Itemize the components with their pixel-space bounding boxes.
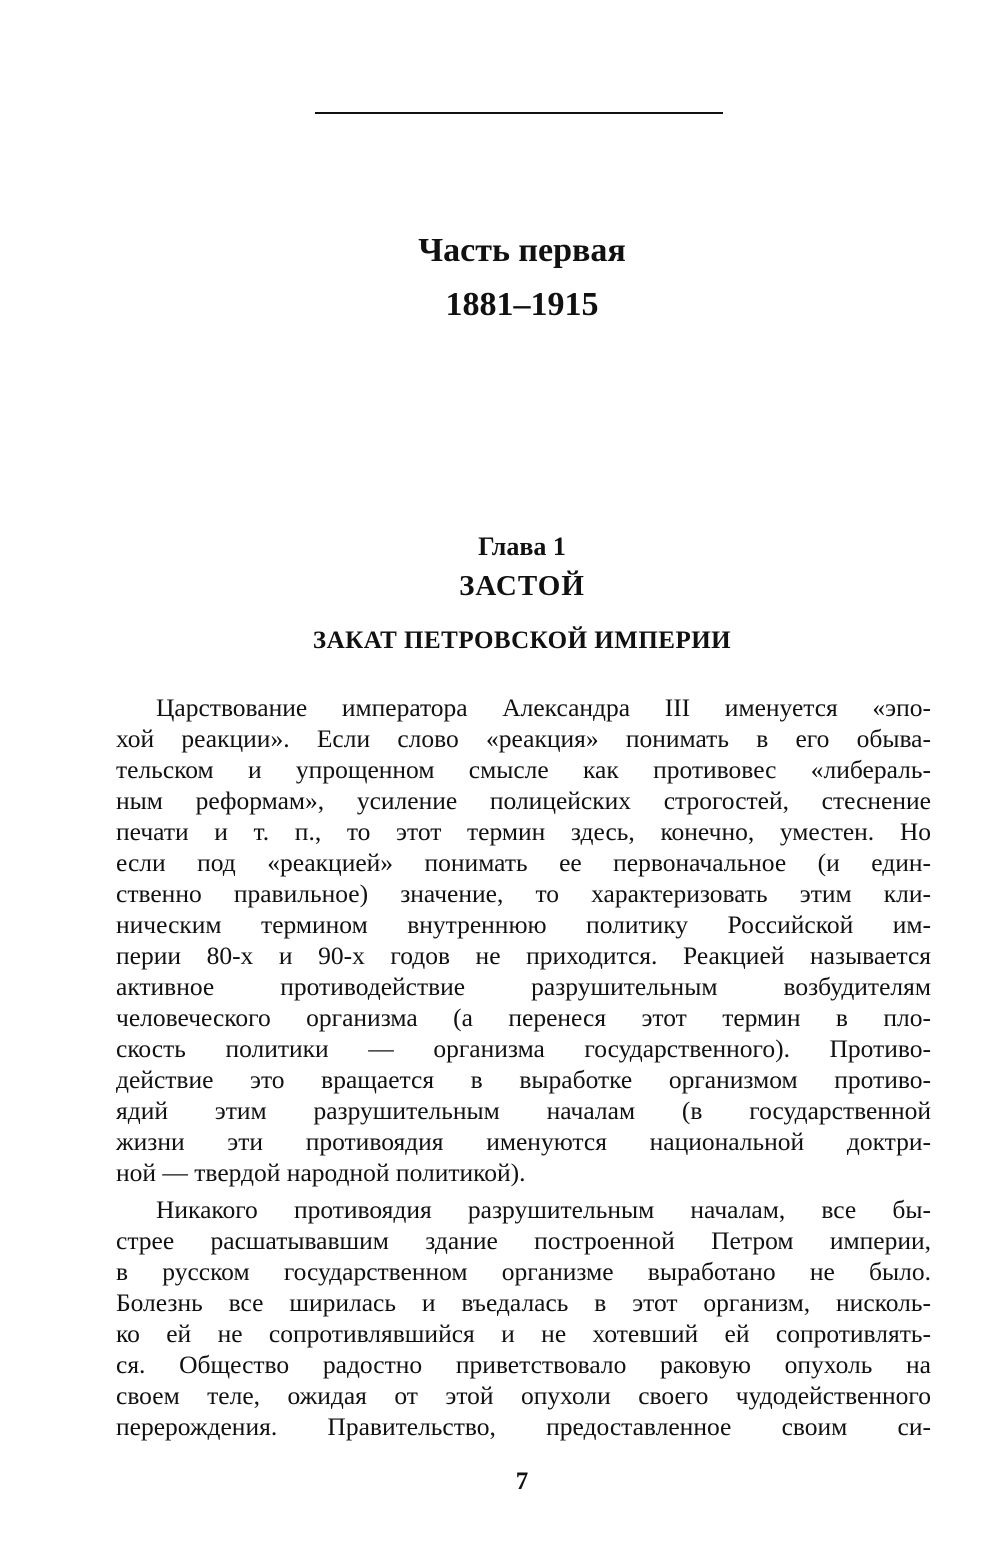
text-line: ся. Общество радостно приветствовало раковую опухоль на <box>116 1350 931 1379</box>
part-years: 1881–1915 <box>445 286 599 323</box>
page-number: 7 <box>515 1468 529 1495</box>
text-line: перерождения. Правительство, предоставленное своим си- <box>116 1412 931 1441</box>
text-line: хой реакции». Если слово «реакция» понимать в его обыва- <box>116 724 931 753</box>
text-line: Болезнь все ширилась и въедалась в этот организм, нисколь- <box>116 1288 931 1317</box>
text-line: активное противодействие разрушительным возбудителям <box>116 972 931 1001</box>
paragraph-2 <box>116 1194 931 1442</box>
text-line: человеческого организма (а перенеся этот термин в пло- <box>116 1003 931 1032</box>
text-line: печати и т. п., то этот термин здесь, конечно, уместен. Но <box>116 817 931 846</box>
text-line: действие это вращается в выработке организмом противо- <box>116 1065 931 1094</box>
text-line: ядий этим разрушительным началам (в государственной <box>116 1096 931 1125</box>
section-title: ЗАКАТ ПЕТРОВСКОЙ ИМПЕРИИ <box>312 627 732 654</box>
text-line: перии 80-х и 90-х годов не приходится. Реакцией называется <box>116 941 931 970</box>
text-line: жизни эти противоядия именуются национальной доктри- <box>116 1127 931 1156</box>
text-line: стрее расшатывавшим здание построенной Петром империи, <box>116 1226 931 1255</box>
text-line: если под «реакцией» понимать ее первоначальное (и един- <box>116 848 931 877</box>
top-rule <box>315 112 723 114</box>
chapter-label: Глава 1 <box>478 532 566 561</box>
text-line: Никакого противоядия разрушительным началам, все бы- <box>156 1195 931 1224</box>
part-title: Часть первая <box>418 232 626 269</box>
text-line: ственно правильное) значение, то характеризовать этим кли- <box>116 879 931 908</box>
text-line: ной — твердой народной политикой). <box>116 1158 526 1187</box>
body-text <box>116 692 931 1442</box>
text-line: ко ей не сопротивлявшийся и не хотевший ей сопротивлять- <box>116 1319 931 1348</box>
text-line: ным реформам», усиление полицейских строгостей, стеснение <box>116 786 931 815</box>
text-line: ническим термином внутреннюю политику Российской им- <box>116 910 931 939</box>
chapter-title: ЗАСТОЙ <box>459 570 585 602</box>
text-line: скость политики — организма государственного). Противо- <box>116 1034 931 1063</box>
paragraph-1 <box>116 692 931 1188</box>
text-line: своем теле, ожидая от этой опухоли своего чудодейственного <box>116 1381 931 1410</box>
text-line: Царствование императора Александра III именуется «эпо- <box>156 693 931 722</box>
text-line: в русском государственном организме выработано не было. <box>116 1257 931 1286</box>
text-line: тельском и упрощенном смысле как противовес «либераль- <box>116 755 931 784</box>
